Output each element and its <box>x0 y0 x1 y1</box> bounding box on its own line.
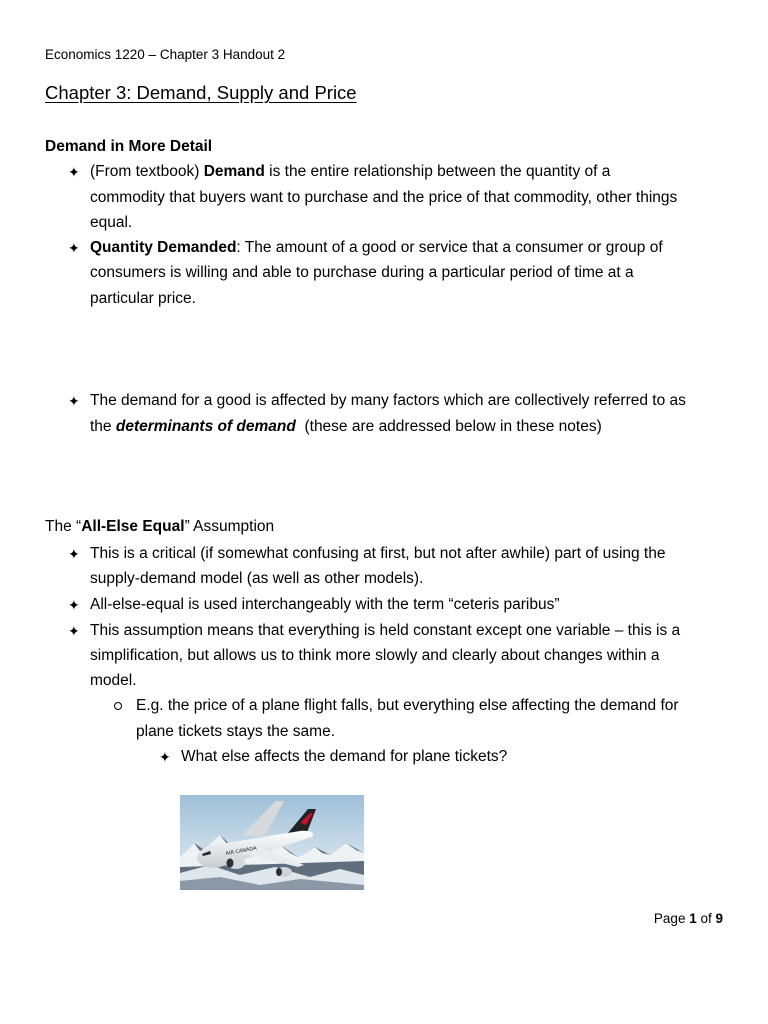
chapter-title: Chapter 3: Demand, Supply and Price <box>45 82 357 103</box>
demand-definition-line-2: commodity that buyers want to purchase and the price of that commodity, other things <box>90 189 678 206</box>
page-number: Page 1 of 9 <box>653 911 723 926</box>
airplane-photo <box>180 795 364 890</box>
assumption-line-3: model. <box>90 672 137 689</box>
determinants-line-1: The demand for a good is affected by many factors which are collectively referred to as <box>90 392 686 409</box>
circle-bullet-icon <box>114 702 122 710</box>
quantity-demanded-line-1: Quantity Demanded: The amount of a good or service that a consumer or group of <box>90 239 663 256</box>
airplane-illustration <box>180 795 364 890</box>
demand-definition-line-1: (From textbook) Demand is the entire relationship between the quantity of a <box>90 163 611 180</box>
bullet-icon: ✦ <box>68 164 80 180</box>
section-heading-demand: Demand in More Detail <box>45 138 213 155</box>
assumption-line-2: simplification, but allows us to think more slowly and clearly about changes within a <box>90 647 660 664</box>
example-line-2: plane tickets stays the same. <box>136 723 336 740</box>
bullet-icon: ✦ <box>159 749 171 765</box>
bullet-icon: ✦ <box>68 597 80 613</box>
quantity-demanded-line-3: particular price. <box>90 290 196 307</box>
bullet-icon: ✦ <box>68 393 80 409</box>
document-header: Economics 1220 – Chapter 3 Handout 2 <box>45 47 286 62</box>
bullet-icon: ✦ <box>68 546 80 562</box>
ceteris-paribus-line: All-else-equal is used interchangeably with the term “ceteris paribus” <box>90 596 560 613</box>
critical-line-1: This is a critical (if somewhat confusing at first, but not after awhile) part of using the <box>90 545 666 562</box>
quantity-demanded-line-2: consumers is willing and able to purchase during a particular period of time at a <box>90 264 634 281</box>
bullet-icon: ✦ <box>68 240 80 256</box>
example-line-1: E.g. the price of a plane flight falls, but everything else affecting the demand for <box>136 697 679 714</box>
critical-line-2: supply-demand model (as well as other models). <box>90 570 424 587</box>
assumption-line-1: This assumption means that everything is held constant except one variable – this is a <box>90 622 681 639</box>
determinants-line-2: the determinants of demand (these are addressed below in these notes) <box>90 418 602 435</box>
airline-name-text: AIR CANADA <box>225 845 258 857</box>
section-heading-all-else-equal: The “All-Else Equal” Assumption <box>45 518 275 535</box>
demand-definition-line-3: equal. <box>90 214 133 231</box>
question-line: What else affects the demand for plane tickets? <box>181 748 508 765</box>
bullet-icon: ✦ <box>68 623 80 639</box>
